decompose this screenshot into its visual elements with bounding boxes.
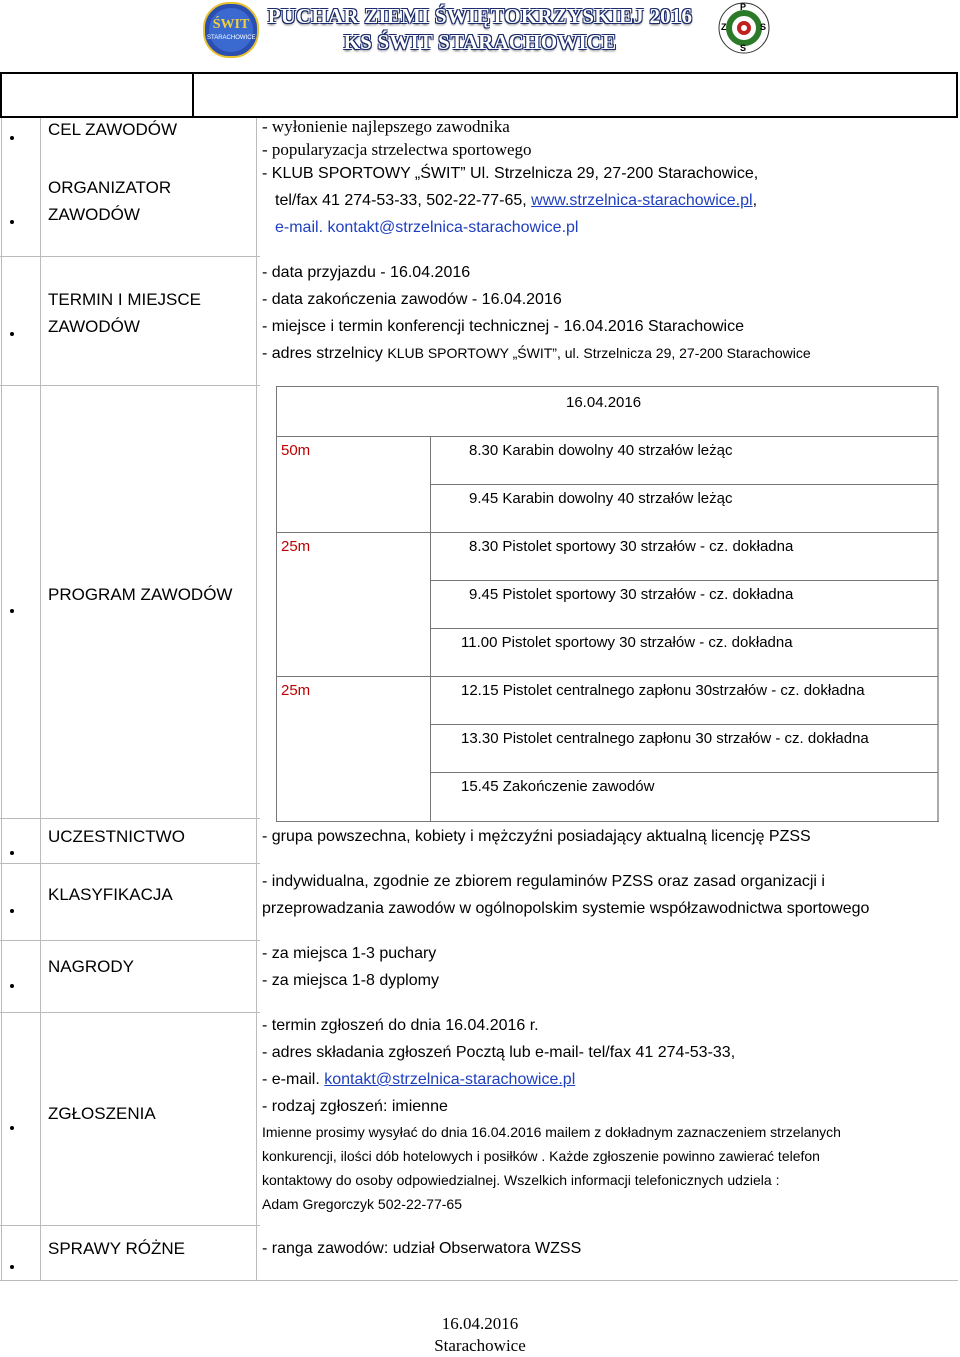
event-time: 9.45 [469, 490, 499, 507]
zgloszenia-note: kontaktowy do osoby odpowiedzialnej. Wszelkich informacji telefonicznych udziela : [262, 1172, 780, 1188]
event-desc: Pistolet sportowy 30 strzałów - cz. dokładna [502, 538, 794, 555]
program-distance: 50m [281, 442, 311, 459]
klasyfikacja-line: - indywidualna, zgodnie ze zbiorem regulaminów PZSS oraz zasad organizacji i [262, 873, 825, 890]
program-date: 16.04.2016 [566, 394, 642, 411]
footer-date: 16.04.2016 [441, 1314, 519, 1333]
email-prefix: e-mail. [275, 219, 328, 236]
nagrody-line: - za miejsca 1-3 puchary [262, 945, 437, 962]
event-time: 8.30 [469, 538, 499, 555]
row-bullet [10, 136, 14, 140]
program-event [469, 538, 793, 555]
event-desc: Karabin dowolny 40 strzałów leżąc [502, 490, 733, 507]
zgloszenia-label: ZGŁOSZENIA [48, 1104, 156, 1123]
zgloszenia-note: konkurencji, ilości dób hotelowych i posiłków . Każde zgłoszenie powinno zawierać telefon [262, 1148, 820, 1164]
program-event [461, 682, 865, 699]
row-bullet [10, 909, 14, 913]
program-event [469, 442, 733, 459]
program-event [469, 586, 793, 603]
email-prefix: - e-mail. [262, 1071, 325, 1088]
website-link[interactable]: www.strzelnica-starachowice.pl [531, 192, 753, 209]
organizator-email-line [275, 215, 578, 241]
termin-line: - data przyjazdu - 16.04.2016 [262, 264, 471, 281]
termin-label: TERMIN I MIEJSCE [48, 290, 202, 309]
nagrody-line: - za miejsca 1-8 dyplomy [262, 972, 439, 989]
email-link[interactable]: kontakt@strzelnica-starachowice.pl [324, 1071, 576, 1088]
cel-line: - wyłonienie najlepszego zawodnika [262, 117, 510, 136]
uczestnictwo-label: UCZESTNICTWO [48, 827, 185, 846]
row-bullet [10, 1126, 14, 1130]
row-bullet [10, 609, 14, 613]
left-logo-subtext: STARACHOWICE [207, 35, 256, 41]
program-distance: 25m [281, 538, 311, 555]
event-desc: Pistolet centralnego zapłonu 30 strzałów - cz. dokładna [502, 730, 869, 747]
zgloszenia-line: - termin zgłoszeń do dnia 16.04.2016 r. [262, 1017, 539, 1034]
termin-address [262, 340, 811, 367]
uczestnictwo-text: - grupa powszechna, kobiety i mężczyźni posiadający aktualną licencję PZSS [262, 828, 811, 845]
row-bullet [10, 984, 14, 988]
termin-label: ZAWODÓW [48, 317, 140, 336]
program-event [461, 730, 869, 747]
row-bullet [10, 851, 14, 855]
row-bullet [10, 1265, 14, 1269]
event-time: 8.30 [469, 442, 499, 459]
program-event [469, 490, 733, 507]
cel-line: - popularyzacja strzelectwa sportowego [262, 140, 532, 159]
event-time: 11.00 [461, 634, 498, 651]
right-logo-letter: S [740, 43, 747, 53]
zgloszenia-note: Imienne prosimy wysyłać do dnia 16.04.2016 mailem z dokładnym zaznaczeniem strzelanych [262, 1124, 841, 1140]
program-distance: 25m [281, 682, 311, 699]
organizator-label: ZAWODÓW [48, 205, 140, 224]
address-club: KLUB SPORTOWY „ŚWIT”, ul. [387, 345, 580, 361]
klasyfikacja-label: KLASYFIKACJA [48, 885, 173, 904]
program-label: PROGRAM ZAWODÓW [48, 585, 233, 604]
termin-line: - data zakończenia zawodów - 16.04.2016 [262, 291, 562, 308]
event-desc: Pistolet centralnego zapłonu 30strzałów - cz. dokładna [502, 682, 865, 699]
right-logo-letter: P [740, 2, 747, 12]
event-time: 9.45 [469, 586, 499, 603]
zgloszenia-note: Adam Gregorczyk 502-22-77-65 [262, 1196, 462, 1212]
address-rest: Strzelnicza 29, 27-200 Starachowice [579, 345, 811, 361]
event-desc: Pistolet sportowy 30 strzałów - cz. dokładna [502, 586, 794, 603]
right-logo-letter: Z [721, 22, 727, 32]
program-event [461, 634, 793, 651]
program-event [461, 778, 654, 795]
organizator-line: - KLUB SPORTOWY „ŚWIT” Ul. Strzelnicza 29, 27-200 Starachowice, [262, 165, 759, 182]
address-prefix: - adres strzelnicy [262, 345, 388, 362]
footer-city: Starachowice [434, 1336, 526, 1355]
row-bullet [10, 220, 14, 224]
zgloszenia-email-line [262, 1066, 575, 1093]
event-time: 12.15 [461, 682, 499, 699]
event-time: 15.45 [461, 778, 499, 795]
sprawy-text: - ranga zawodów: udział Obserwatora WZSS [262, 1240, 582, 1257]
page-title-line1: PUCHAR ZIEMI ŚWIĘTOKRZYSKIEJ 2016 [267, 4, 693, 28]
event-desc: Karabin dowolny 40 strzałów leżąc [502, 442, 733, 459]
zgloszenia-line: - rodzaj zgłoszeń: imienne [262, 1098, 448, 1115]
left-logo-text: ŚWIT [212, 17, 250, 32]
organizator-contact [275, 188, 757, 214]
event-desc: Zakończenie zawodów [502, 778, 655, 795]
klasyfikacja-line: przeprowadzania zawodów w ogólnopolskim systemie współzawodnictwa sportowego [262, 900, 870, 917]
cel-label: CEL ZAWODÓW [48, 120, 178, 139]
organizator-label: ORGANIZATOR [48, 178, 172, 197]
termin-line: - miejsce i termin konferencji technicznej - 16.04.2016 Starachowice [262, 318, 745, 335]
comma: , [752, 192, 758, 209]
right-logo [718, 2, 770, 54]
right-logo-letter: S [760, 22, 767, 32]
zgloszenia-line: - adres składania zgłoszeń Pocztą lub e-mail- tel/fax 41 274-53-33, [262, 1044, 736, 1061]
nagrody-label: NAGRODY [48, 957, 134, 976]
event-desc: Pistolet sportowy 30 strzałów - cz. dokładna [501, 634, 793, 651]
row-bullet [10, 332, 14, 336]
page-title-line2: KS ŚWIT STARACHOWICE [343, 30, 617, 54]
event-time: 13.30 [461, 730, 499, 747]
sprawy-label: SPRAWY RÓŻNE [48, 1239, 185, 1258]
email-link[interactable]: kontakt@strzelnica-starachowice.pl [327, 219, 579, 236]
organizator-phones: tel/fax 41 274-53-33, 502-22-77-65, [275, 192, 532, 209]
